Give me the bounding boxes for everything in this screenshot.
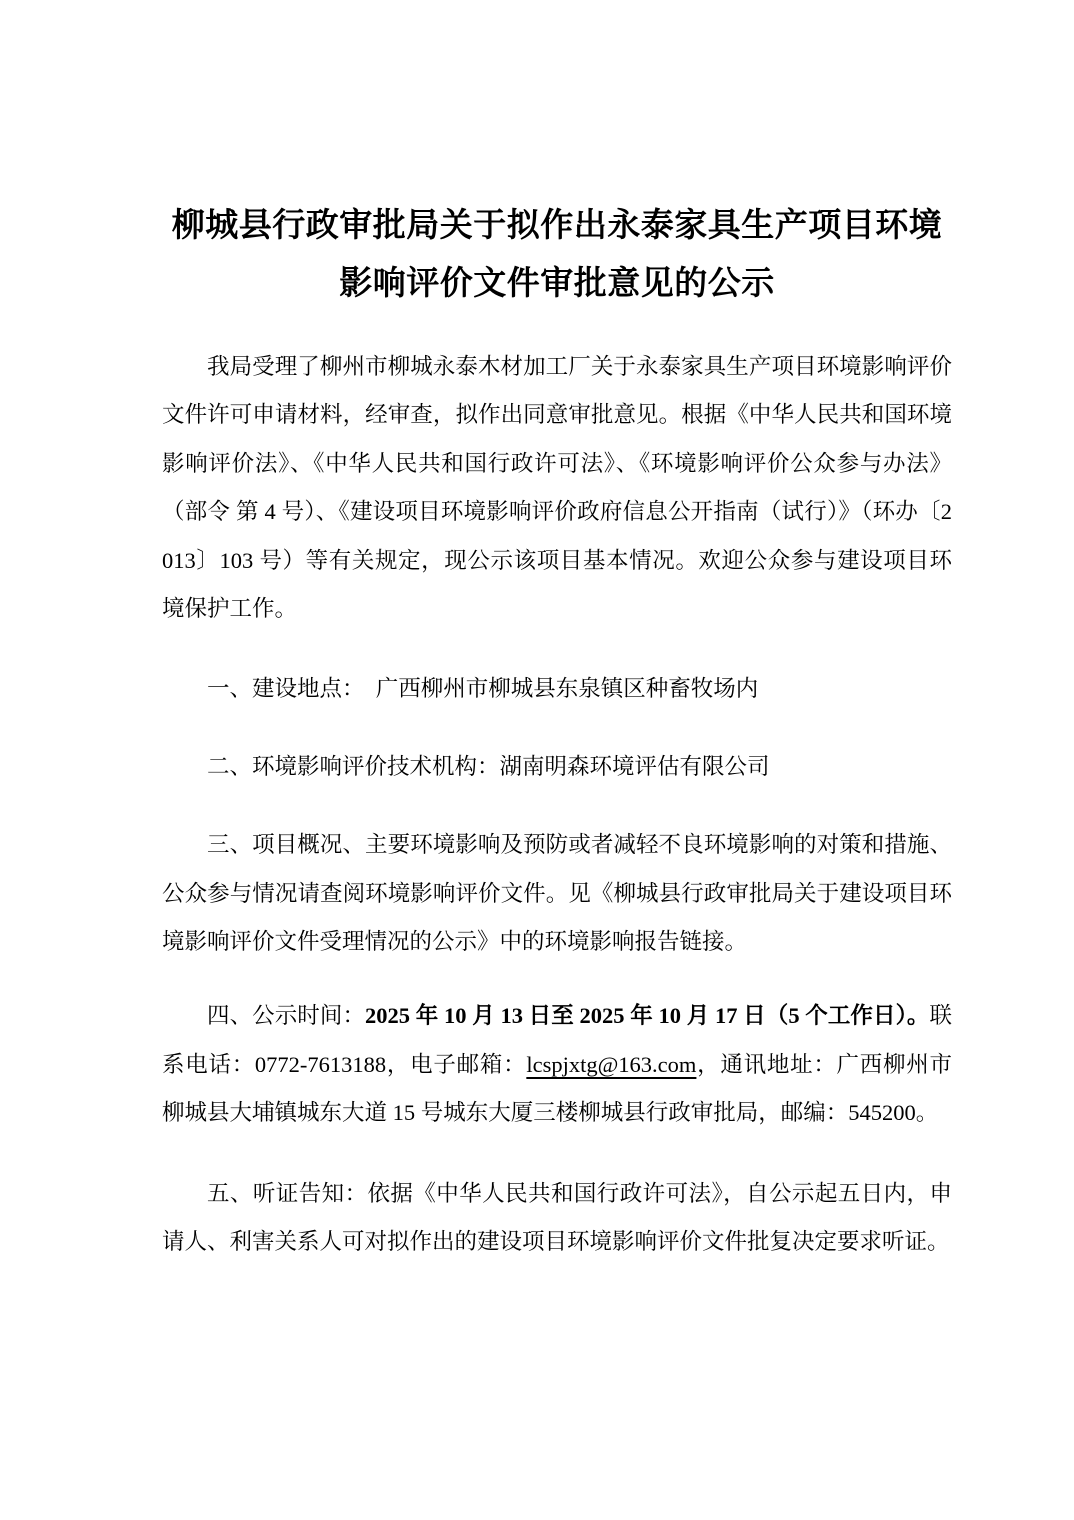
contact-info-pre: 联系电话：0772-7613188，电子邮箱： [162, 1003, 952, 1077]
page-title [162, 197, 952, 313]
list-item-eia-agency: 二、环境影响评价技术机构：湖南明森环境评估有限公司 [207, 753, 770, 779]
paragraph-publicity-period [162, 992, 952, 1137]
contact-info-post: ，通讯地址：广西柳州市柳城县大埔镇城东大道 15 号城东大厦三楼柳城县行政审批局，邮编：545200。 [162, 1051, 952, 1126]
paragraph-hearing-notice: 五、听证告知：依据《中华人民共和国行政许可法》，自公示起五日内，申请人、利害关系人可对拟作出的建设项目环境影响评价文件批复决定要求听证。 [162, 1180, 952, 1255]
list-item-construction-site: 一、建设地点： 广西柳州市柳城县东泉镇区种畜牧场内 [207, 676, 759, 702]
publicity-period-dates: 2025 年 10 月 13 日至 2025 年 10 月 17 日（5 个工作日）。 [365, 1003, 930, 1029]
publicity-period-label: 四、公示时间： [207, 1003, 366, 1029]
email-link[interactable]: lcspjxtg@163.com [526, 1051, 697, 1077]
paragraph-intro: 我局受理了柳州市柳城永泰木材加工厂关于永泰家具生产项目环境影响评价文件许可申请材料，经审查，拟作出同意审批意见。根据《中华人民共和国环境影响评价法》、《中华人民共和国行政许可法》、《环境影响评价公众参与办法》（部令 第 4 号）、《建设项目环境影响评价政府信息公开指南（试行）》（环办〔2013〕103 号）等有关规定，现公示该项目基本情况。欢迎公众参与建设项目环境保护工作。 [162, 354, 952, 622]
paragraph-project-overview: 三、项目概况、主要环境影响及预防或者减轻不良环境影响的对策和措施、公众参与情况请查阅环境影响评价文件。见《柳城县行政审批局关于建设项目环境影响评价文件受理情况的公示》中的环境影响报告链接。 [162, 832, 952, 955]
title-line-1: 柳城县行政审批局关于拟作出永泰家具生产项目环境 [171, 208, 943, 244]
title-line-2: 影响评价文件审批意见的公示 [339, 266, 775, 302]
